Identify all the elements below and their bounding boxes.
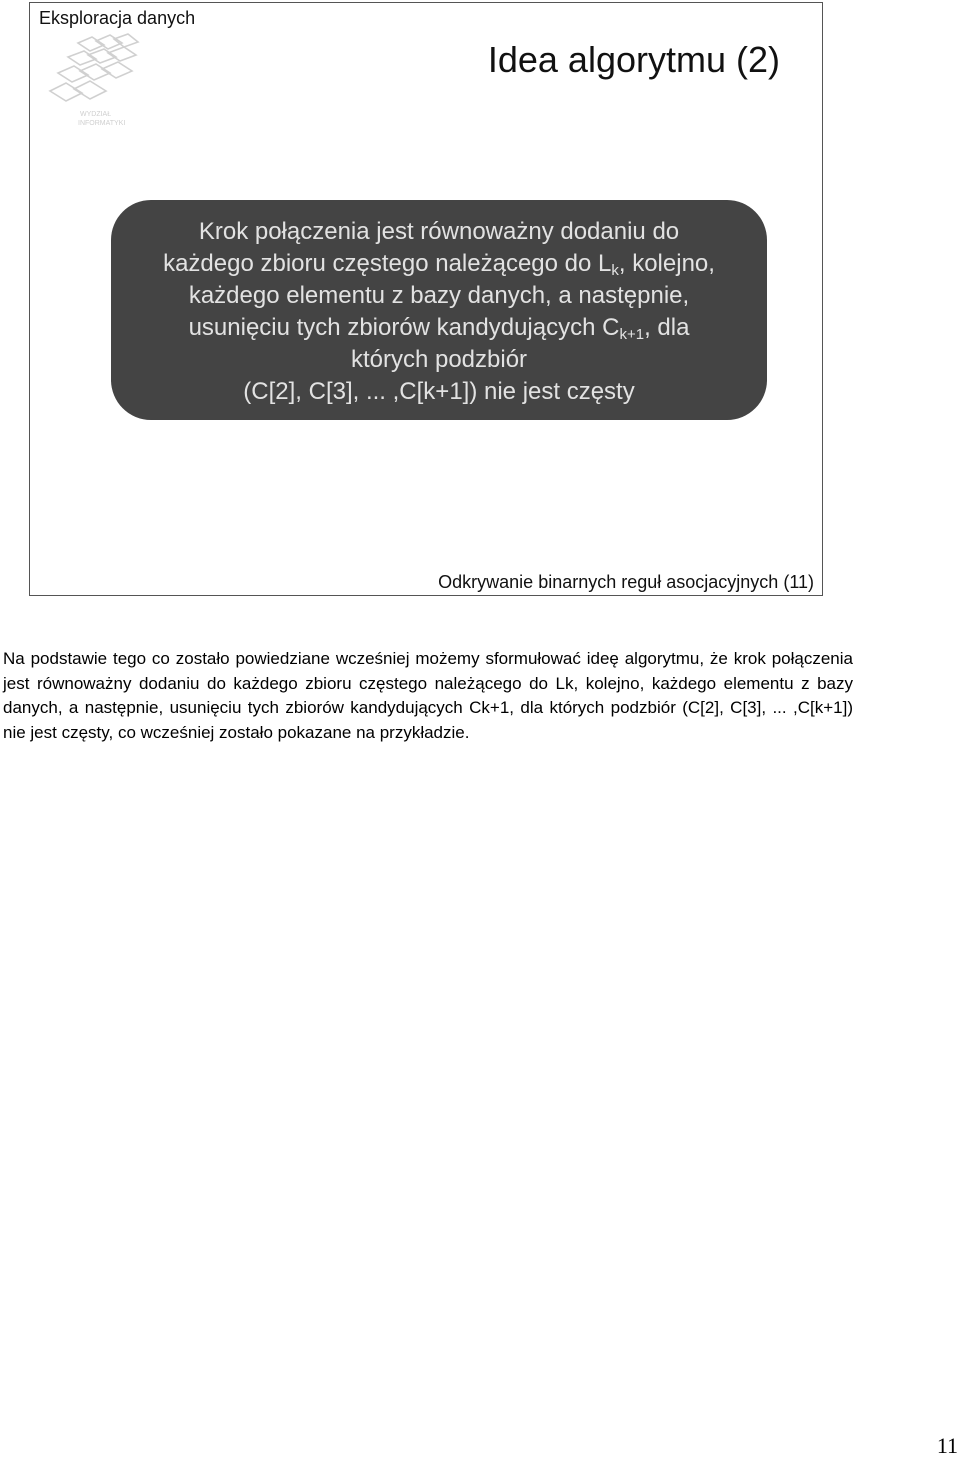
- course-title: Eksploracja danych: [39, 8, 196, 28]
- svg-text:WYDZIAŁ: WYDZIAŁ: [80, 111, 112, 118]
- callout-line: każdego zbioru częstego należącego do $L_k$, kolejno,: [163, 250, 715, 279]
- slide-footer: Odkrywanie binarnych reguł asocjacyjnych (11): [438, 572, 814, 592]
- slide-frame: [29, 2, 823, 596]
- callout-line: Krok połączenia jest równoważny dodaniu do: [198, 218, 680, 245]
- callout-box: [111, 200, 767, 420]
- callout-line: każdego elementu z bazy danych, a następnie,: [188, 282, 690, 309]
- faculty-logo: [40, 31, 150, 131]
- callout-line: których podzbiór: [350, 346, 528, 373]
- slide-title: Idea algorytmu (2): [487, 39, 780, 80]
- page-number: 11: [936, 1433, 958, 1458]
- notes-paragraph: Na podstawie tego co zostało powiedziane wcześniej możemy sformułować ideę algorytmu, że krok połączenia jest równoważny dodaniu do każdego zbioru częstego należącego do Lk, kolejno, każdego elementu z bazy danych, a następnie, usunięciu tych zbiorów kandydujących Ck+1, dla których podzbiór (C[2], C[3], ... ,C[k+1]) nie jest częsty, co wcześniej zostało pokazane na przykładzie.: [3, 649, 853, 742]
- svg-text:INFORMATYKI: INFORMATYKI: [78, 120, 126, 127]
- callout-line: (C[2], C[3], ... ,C[k+1]) nie jest częsty: [243, 378, 635, 405]
- callout-line: usunięciu tych zbiorów kandydujących $C_{k+1}$, dla: [188, 314, 690, 343]
